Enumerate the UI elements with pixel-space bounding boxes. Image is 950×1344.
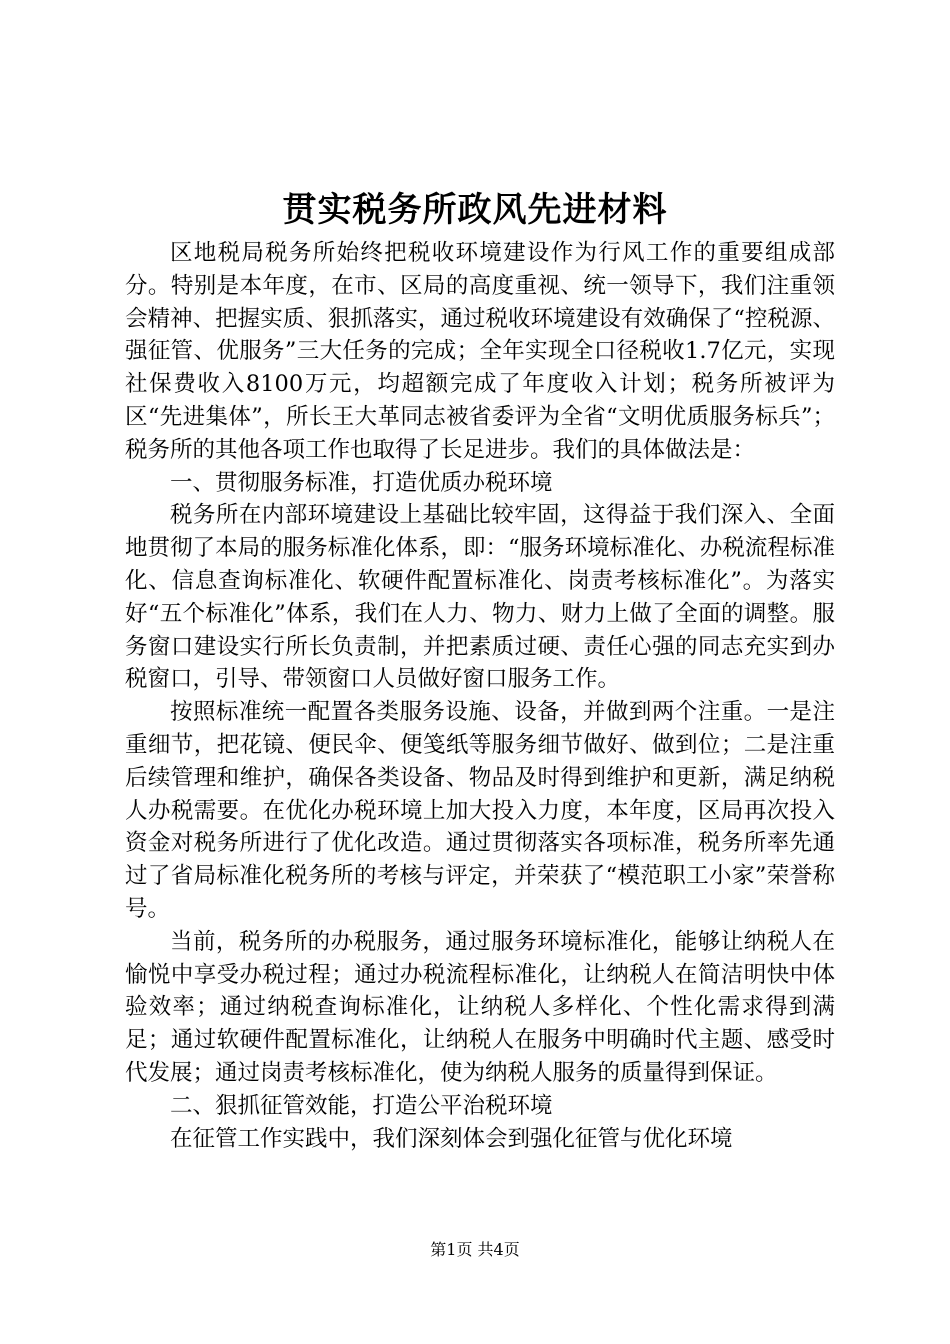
- paragraph: 当前，税务所的办税服务，通过服务环境标准化，能够让纳税人在愉悦中享受办税过程；通过办税流程标准化，让纳税人在简洁明快中体验效率；通过纳税查询标准化，让纳税人多样化、个性化需求得到满足；通过软硬件配置标准化，让纳税人在服务中明确时代主题、感受时代发展；通过岗责考核标准化，使为纳税人服务的质量得到保证。: [125, 928, 835, 1086]
- paragraph: 按照标准统一配置各类服务设施、设备，并做到两个注重。一是注重细节，把花镜、便民伞、便笺纸等服务细节做好、做到位；二是注重后续管理和维护，确保各类设备、物品及时得到维护和更新，满足纳税人办税需要。在优化办税环境上加大投入力度，本年度，区局再次投入资金对税务所进行了优化改造。通过贯彻落实各项标准，税务所率先通过了省局标准化税务所的考核与评定，并荣获了“模范职工小家”荣誉称号。: [125, 699, 835, 922]
- page-number-footer: 第1页 共4页: [430, 1240, 520, 1259]
- paragraph-intro: 区地税局税务所始终把税收环境建设作为行风工作的重要组成部分。特别是本年度，在市、区局的高度重视、统一领导下，我们注重领会精神、把握实质、狠抓落实，通过税收环境建设有效确保了“控税源、强征管、优服务”三大任务的完成；全年实现全口径税收1.7亿元，实现社保费收入8100万元，均超额完成了年度收入计划；税务所被评为区“先进集体”，所长王大革同志被省委评为全省“文明优质服务标兵”；税务所的其他各项工作也取得了长足进步。我们的具体做法是：: [125, 240, 835, 463]
- paragraph: 在征管工作实践中，我们深刻体会到强化征管与优化环境: [170, 1125, 733, 1152]
- paragraph: 税务所在内部环境建设上基础比较牢固，这得益于我们深入、全面地贯彻了本局的服务标准化体系，即：“服务环境标准化、办税流程标准化、信息查询标准化、软硬件配置标准化、岗责考核标准化”。为落实好“五个标准化”体系，我们在人力、物力、财力上做了全面的调整。服务窗口建设实行所长负责制，并把素质过硬、责任心强的同志充实到办税窗口，引导、带领窗口人员做好窗口服务工作。: [125, 502, 835, 693]
- document-title: 贯实税务所政风先进材料: [282, 190, 668, 230]
- section-heading-2: 二、狠抓征管效能，打造公平治税环境: [170, 1092, 553, 1119]
- document-body: [125, 237, 835, 1155]
- section-heading-1: 一、贯彻服务标准，打造优质办税环境: [170, 469, 553, 496]
